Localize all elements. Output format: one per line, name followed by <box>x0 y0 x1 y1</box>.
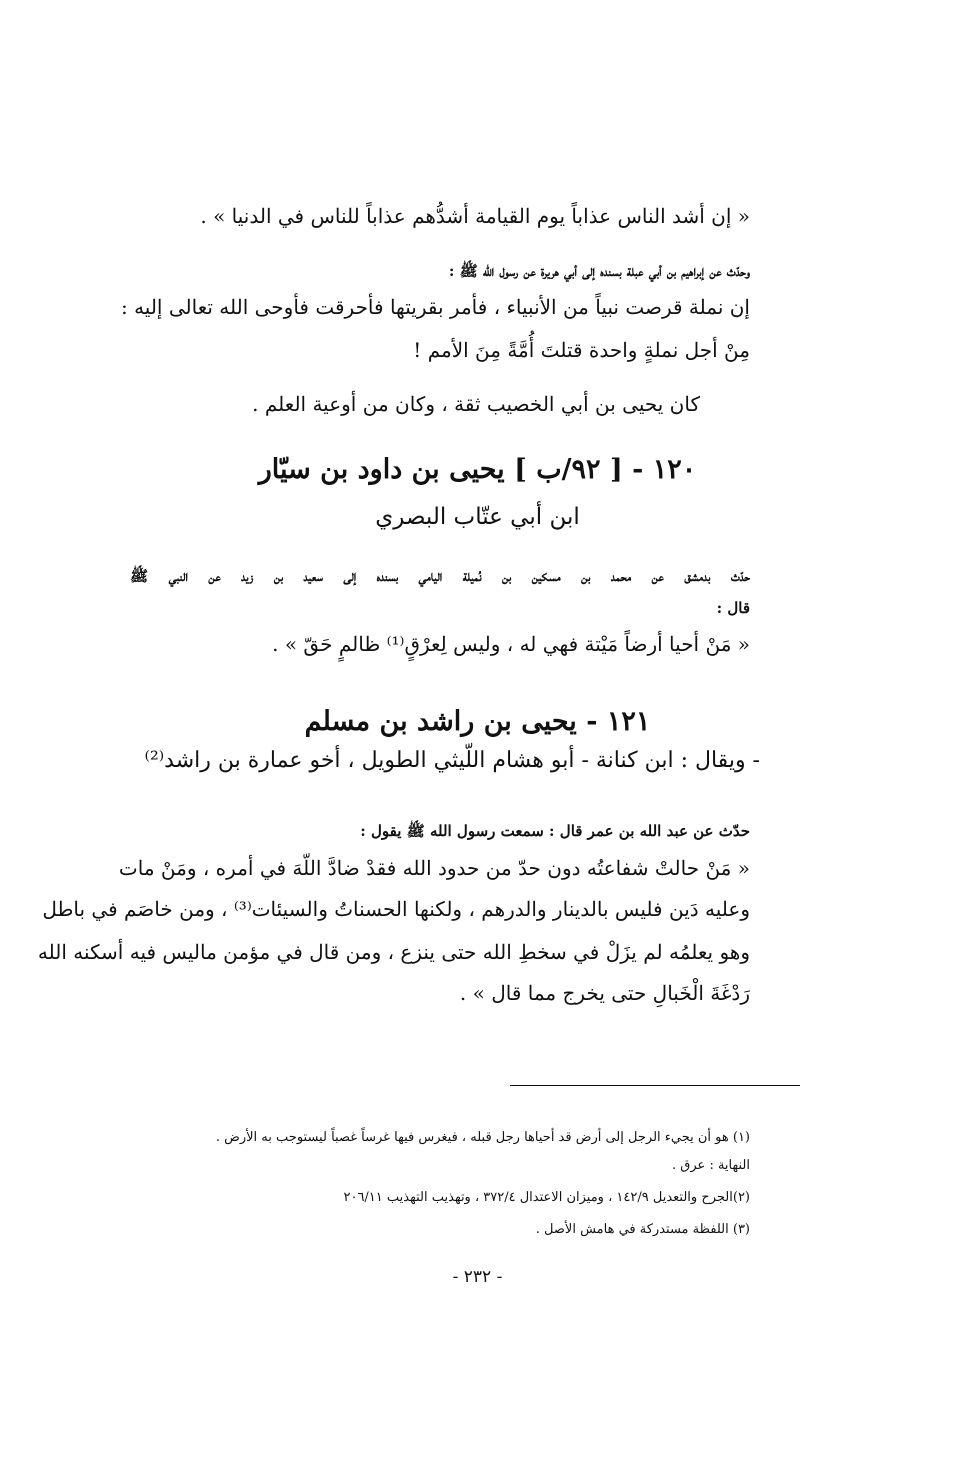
hadith-text-line: رَدْغَةَ الْخَبالِ حتى يخرج مما قال » . <box>459 981 750 1005</box>
footnote-2: (٢)الجرح والتعديل ١٤٢/٩ ، وميزان الاعتدال ٣٧٢/٤ ، وتهذيب التهذيب ٢٠٦/١١ <box>343 1190 750 1205</box>
footnote-separator <box>510 1085 800 1086</box>
hadith-text-line: « مَنْ أحيا أرضاً مَيْتة فهي له ، وليس لِعرْقٍ⁽¹⁾ ظالمٍ حَقّ » . <box>272 632 750 656</box>
footnote-1-continued: النهاية : عرق . <box>672 1158 750 1173</box>
hadith-text-line: « إن أشد الناس عذاباً يوم القيامة أشدُّهم عذاباً للناس في الدنيا » . <box>200 204 750 228</box>
hadith-text-line: وعليه دَين فليس بالدينار والدرهم ، ولكنها الحسناتُ والسيئات⁽³⁾ ، ومن خاصَم في باطل <box>42 897 750 921</box>
isnad-line: وحدّث عن إبراهيم بن أبي عبلة بسنده إلى أبي هريرة عن رسول الله ﷺ : <box>448 262 750 280</box>
hadith-text-line: « مَنْ حالتْ شفاعتُه دون حدّ من حدود الله فقدْ ضادَّ اللّهَ في أمره ، ومَنْ مات <box>118 856 750 880</box>
entry-121-title: ١٢١ - يحيى بن راشد بن مسلم <box>304 706 651 737</box>
footnote-1: (١) هو أن يجيء الرجل إلى أرض قد أحياها رجل قبله ، فيغرس فيها غرساً غصباً ليستوجب به الأرض . <box>215 1130 750 1145</box>
hadith-text-line: إن نملة قرصت نبياً من الأنبياء ، فأمر بقريتها فأحرقت فأوحى الله تعالى إليه : <box>120 295 750 319</box>
entry-120-subtitle: ابن أبي عتّاب البصري <box>375 504 580 530</box>
narrator-note: كان يحيى بن أبي الخصيب ثقة ، وكان من أوعية العلم . <box>252 392 700 416</box>
entry-121-alias: - ويقال : ابن كنانة - أبو هشام اللّيثي الطويل ، أخو عمارة بن راشد⁽²⁾ <box>144 748 760 773</box>
entry-120-title: ١٢٠ - [ ٩٢/ب ] يحيى بن داود بن سيّار <box>258 454 697 485</box>
hadith-text-line: مِنْ أجل نملةٍ واحدة قتلتَ أُمَّةً مِنَ الأمم ! <box>413 338 750 362</box>
isnad-line: قال : <box>716 599 750 617</box>
footnote-3: (٣) اللفظة مستدركة في هامش الأصل . <box>535 1222 750 1237</box>
page-number: - ٢٣٢ - <box>452 1267 503 1287</box>
isnad-line: حدّث عن عبد الله بن عمر قال : سمعت رسول الله ﷺ يقول : <box>360 822 750 840</box>
isnad-line: حدّث بدمشق عن محمد بن مسكين بن نُميلة اليامي بسنده إلى سعيد بن زيد عن النبي ﷺ <box>130 567 750 585</box>
hadith-text-line: وهو يعلمُه لم يزَلْ في سخطِ الله حتى ينزع ، ومن قال في مؤمن ماليس فيه أسكنه الله <box>37 940 750 964</box>
